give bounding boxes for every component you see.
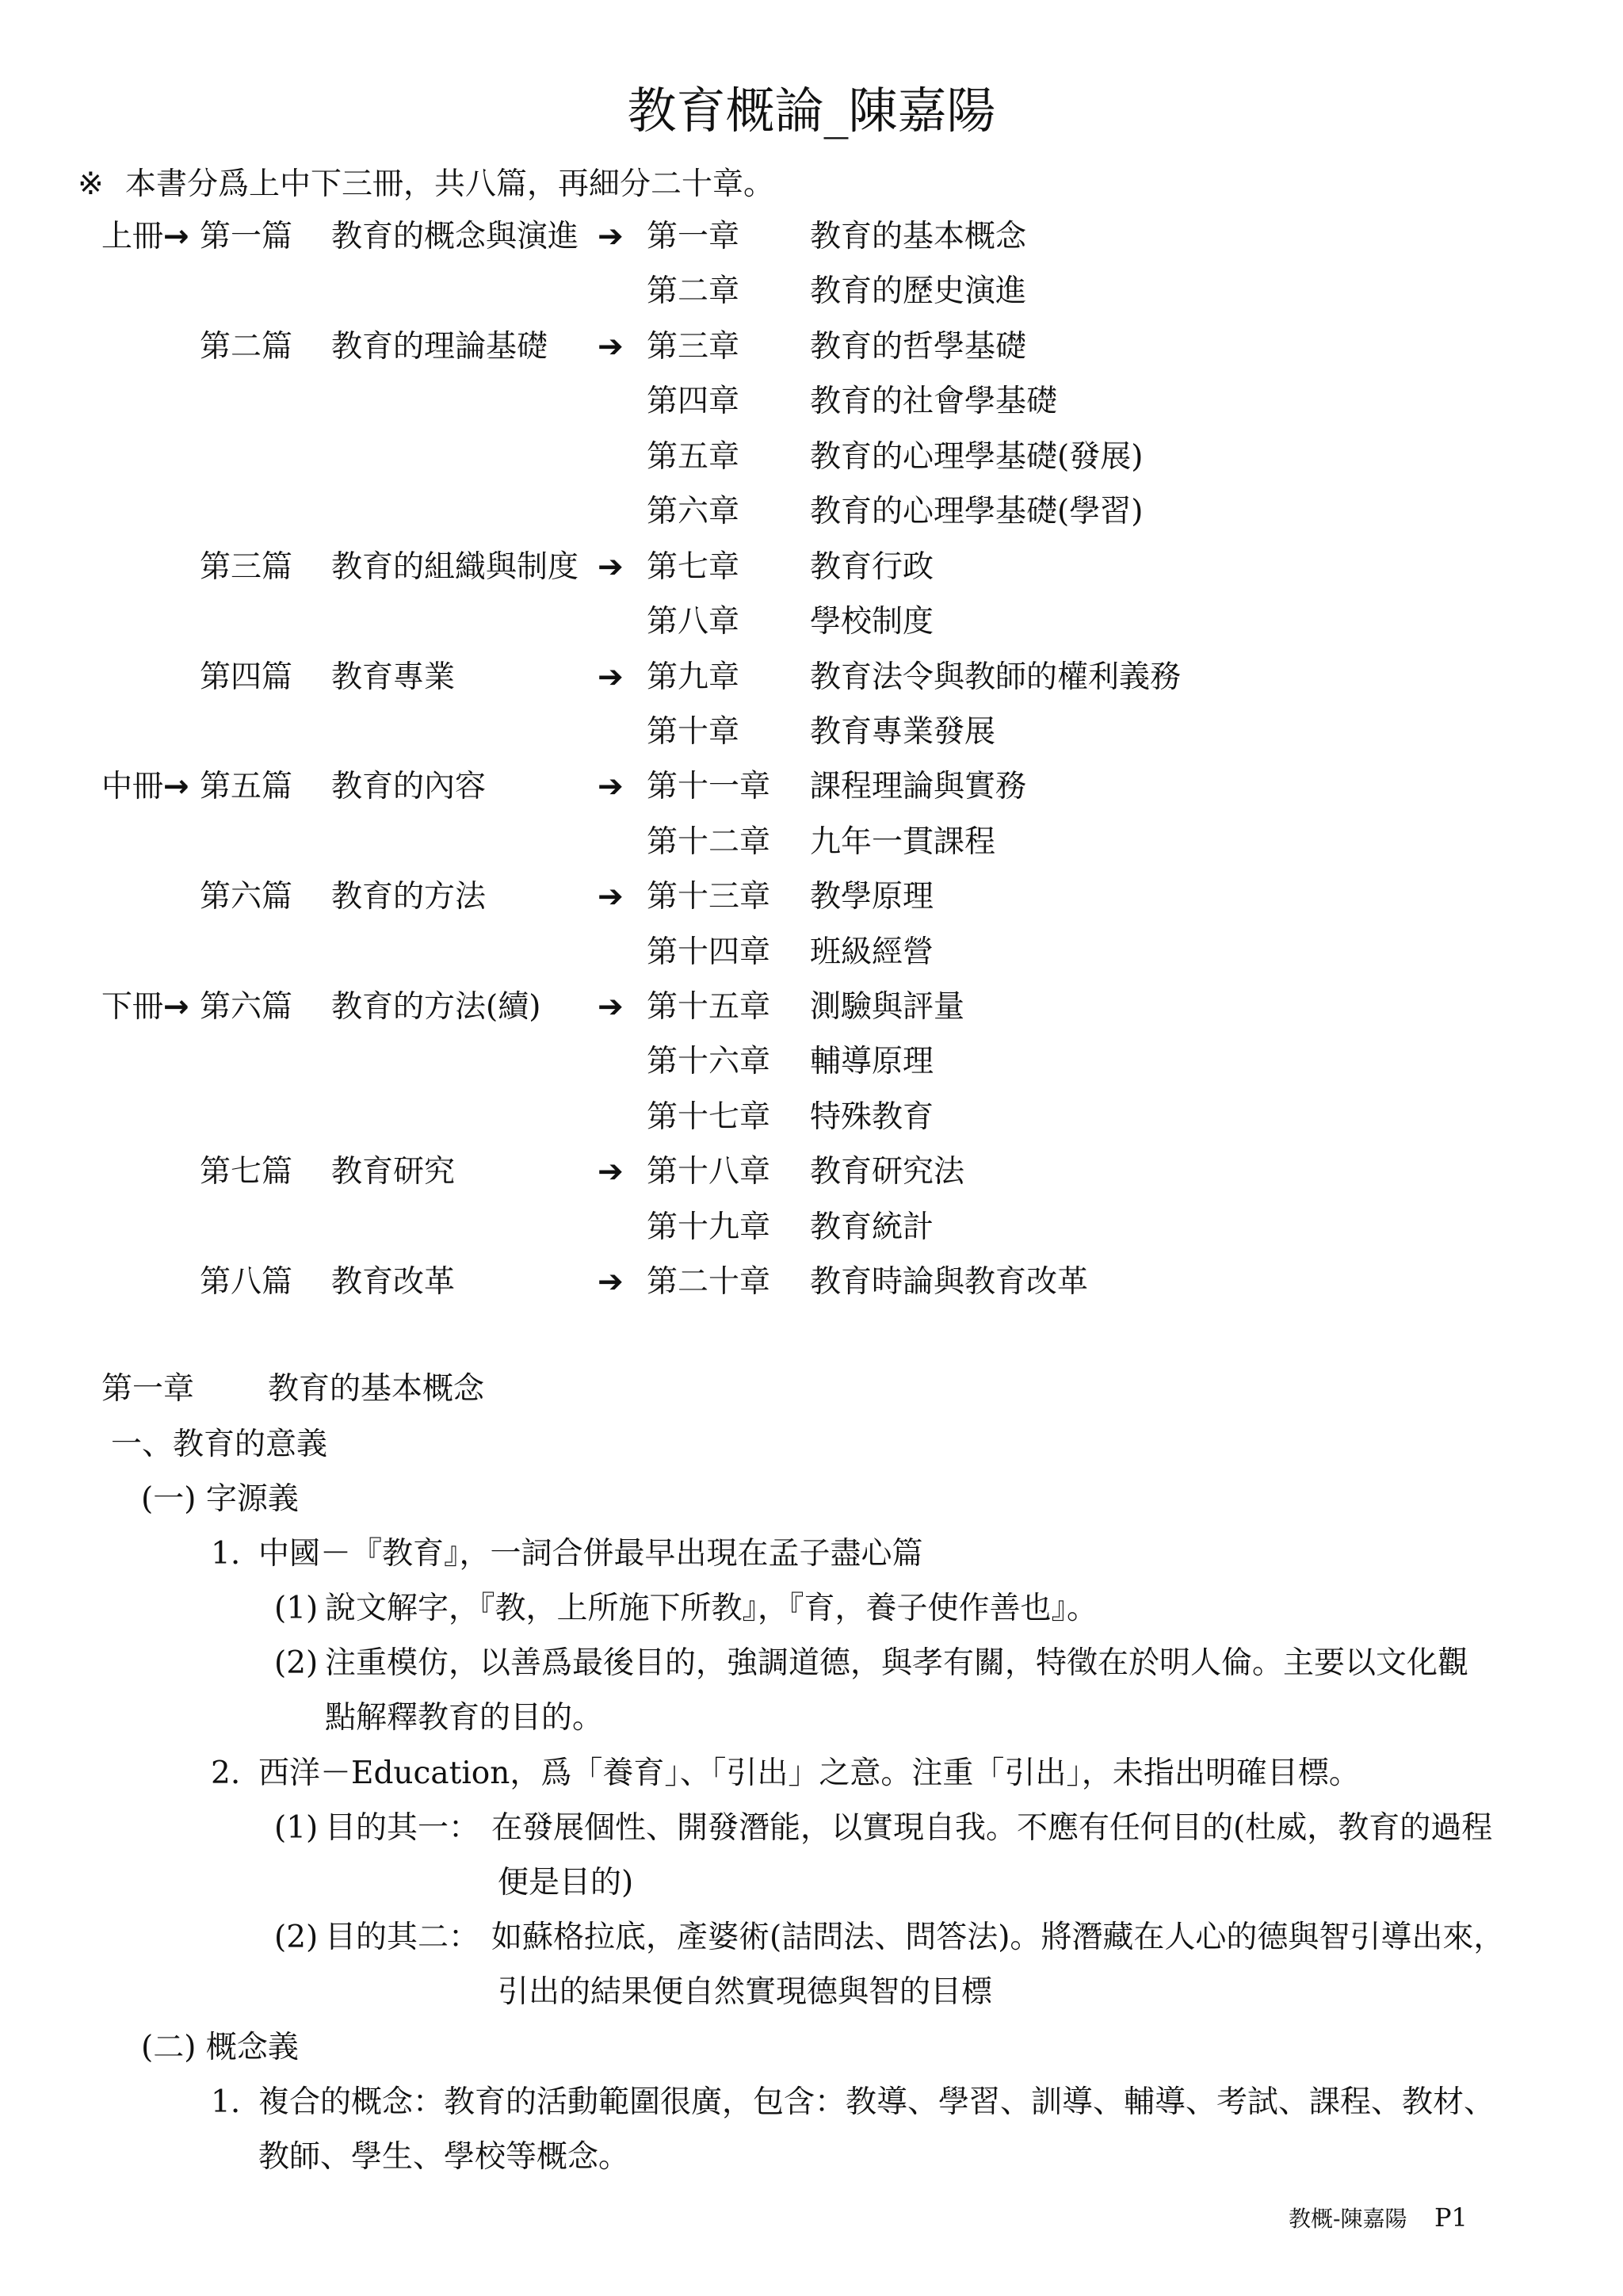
toc-chapter-num: 第二十章 [647, 1264, 771, 1300]
toc-chapter-num: 第十二章 [647, 824, 771, 860]
toc-chapter-num: 第十五章 [647, 989, 771, 1025]
volume-label-lower: 下冊 [101, 989, 164, 1025]
toc-chapter-num: 第十七章 [647, 1099, 771, 1135]
toc-chapter-name: 班級經營 [810, 934, 934, 970]
toc-part-name: 教育研究 [331, 1154, 456, 1190]
toc-part-num: 第七篇 [200, 1154, 293, 1190]
toc-part-arrow: ➔ [598, 659, 624, 695]
subsection-heading: (二) 概念義 [141, 2030, 299, 2065]
list-number: 2. [211, 1755, 241, 1791]
subsection-heading: (一) 字源義 [141, 1481, 299, 1517]
toc-chapter-num: 第九章 [647, 659, 740, 695]
toc-chapter-num: 第四章 [647, 384, 740, 419]
toc-chapter-name: 教育的社會學基礎 [810, 384, 1058, 419]
toc-part-arrow: ➔ [598, 329, 624, 365]
toc-part-name: 教育的方法(續) [331, 989, 541, 1025]
list-number: (2) [274, 1920, 319, 1955]
toc-chapter-num: 第十章 [647, 714, 740, 750]
list-item-text: 點解釋教育的目的。 [325, 1700, 604, 1736]
volume-arrow-middle: → [163, 769, 189, 804]
toc-chapter-name: 輔導原理 [810, 1044, 934, 1079]
toc-chapter-num: 第六章 [647, 494, 740, 529]
list-number: (2) [274, 1645, 319, 1681]
toc-part-arrow: ➔ [598, 1264, 624, 1300]
toc-chapter-num: 第十四章 [647, 934, 771, 970]
toc-part-num: 第六篇 [200, 989, 293, 1025]
toc-chapter-num: 第三章 [647, 329, 740, 365]
volume-arrow-upper: → [163, 219, 189, 254]
toc-part-arrow: ➔ [598, 769, 624, 804]
list-item-text: 說文解字，『教，上所施下所教』，『育，養子使作善也』。 [325, 1591, 1098, 1626]
toc-part-num: 第五篇 [200, 769, 293, 804]
toc-chapter-name: 教育法令與教師的權利義務 [810, 659, 1182, 695]
list-item-text: 便是目的) [498, 1865, 634, 1901]
toc-part-num: 第八篇 [200, 1264, 293, 1300]
list-number: 1. [211, 2084, 241, 2120]
toc-chapter-name: 教育的哲學基礎 [810, 329, 1027, 365]
toc-part-name: 教育的方法 [331, 879, 487, 915]
toc-part-arrow: ➔ [598, 879, 624, 915]
list-item-text: 引出的結果便自然實現德與智的目標 [498, 1974, 993, 2010]
toc-chapter-name: 教育的歷史演進 [810, 273, 1027, 309]
page-title: 教育概論_陳嘉陽 [627, 82, 996, 139]
list-item-text: 複合的概念：教育的活動範圍很廣，包含：教導、學習、訓導、輔導、考試、課程、教材、 [258, 2084, 1495, 2120]
toc-chapter-num: 第一章 [647, 219, 740, 254]
toc-chapter-name: 教育的心理學基礎(發展) [810, 439, 1144, 475]
toc-part-arrow: ➔ [598, 219, 624, 254]
toc-part-arrow: ➔ [598, 989, 624, 1025]
toc-part-num: 第四篇 [200, 659, 293, 695]
list-item-label: 目的其二： [325, 1920, 480, 1955]
toc-chapter-num: 第十九章 [647, 1209, 771, 1245]
toc-part-name: 教育專業 [331, 659, 456, 695]
list-item-text: 注重模仿，以善爲最後目的，強調道德，與孝有關，特徵在於明人倫。主要以文化觀 [325, 1645, 1469, 1681]
reference-mark: ※ [78, 166, 104, 202]
volume-label-upper: 上冊 [101, 219, 164, 254]
toc-chapter-name: 特殊教育 [810, 1099, 934, 1135]
chapter-heading-title: 教育的基本概念 [268, 1371, 485, 1407]
volume-label-middle: 中冊 [101, 769, 164, 804]
list-item-label: 目的其一： [325, 1810, 480, 1846]
list-item-text: 教師、學生、學校等概念。 [258, 2139, 630, 2175]
list-item-text: 如蘇格拉底，產婆術(詰問法、問答法)。將潛藏在人心的德與智引導出來， [491, 1920, 1505, 1955]
toc-chapter-num: 第五章 [647, 439, 740, 475]
toc-part-arrow: ➔ [598, 549, 624, 585]
toc-chapter-name: 測驗與評量 [810, 989, 965, 1025]
list-item-text: 在發展個性、開發潛能，以實現自我。不應有任何目的(杜威，教育的過程 [491, 1810, 1493, 1846]
page-number: P1 [1434, 2202, 1468, 2233]
footer-label: 教概-陳嘉陽 [1289, 2206, 1407, 2232]
toc-chapter-name: 教育的基本概念 [810, 219, 1027, 254]
volume-arrow-lower: → [163, 989, 189, 1025]
toc-chapter-name: 學校制度 [810, 604, 934, 640]
list-number: (1) [274, 1591, 319, 1626]
list-item-text: 西洋－Education，爲「養育」、「引出」之意。注重「引出」，未指出明確目標。 [258, 1755, 1360, 1791]
section-heading: 一、教育的意義 [111, 1427, 328, 1462]
toc-part-num: 第三篇 [200, 549, 293, 585]
toc-part-name: 教育的內容 [331, 769, 487, 804]
toc-chapter-name: 教育行政 [810, 549, 934, 585]
toc-part-num: 第六篇 [200, 879, 293, 915]
list-number: 1. [211, 1536, 241, 1572]
toc-chapter-num: 第十六章 [647, 1044, 771, 1079]
toc-chapter-num: 第十一章 [647, 769, 771, 804]
toc-chapter-num: 第十八章 [647, 1154, 771, 1190]
toc-chapter-name: 教育的心理學基礎(學習) [810, 494, 1144, 529]
toc-part-arrow: ➔ [598, 1154, 624, 1190]
toc-chapter-name: 教育專業發展 [810, 714, 996, 750]
toc-chapter-num: 第八章 [647, 604, 740, 640]
toc-part-name: 教育的組織與制度 [331, 549, 579, 585]
toc-chapter-name: 教學原理 [810, 879, 934, 915]
chapter-heading-num: 第一章 [101, 1371, 195, 1407]
toc-chapter-name: 課程理論與實務 [810, 769, 1027, 804]
toc-chapter-name: 教育時論與教育改革 [810, 1264, 1089, 1300]
toc-part-name: 教育的概念與演進 [331, 219, 579, 254]
toc-part-num: 第一篇 [200, 219, 293, 254]
list-number: (1) [274, 1810, 319, 1846]
toc-part-name: 教育的理論基礎 [331, 329, 548, 365]
toc-chapter-name: 教育研究法 [810, 1154, 965, 1190]
intro-text: 本書分爲上中下三冊，共八篇，再細分二十章。 [125, 166, 775, 202]
toc-part-num: 第二篇 [200, 329, 293, 365]
toc-chapter-name: 教育統計 [810, 1209, 934, 1245]
toc-chapter-num: 第十三章 [647, 879, 771, 915]
toc-chapter-name: 九年一貫課程 [810, 824, 996, 860]
toc-part-name: 教育改革 [331, 1264, 456, 1300]
list-item-text: 中國－『教育』，一詞合併最早出現在孟子盡心篇 [258, 1536, 923, 1572]
toc-chapter-num: 第七章 [647, 549, 740, 585]
toc-chapter-num: 第二章 [647, 273, 740, 309]
